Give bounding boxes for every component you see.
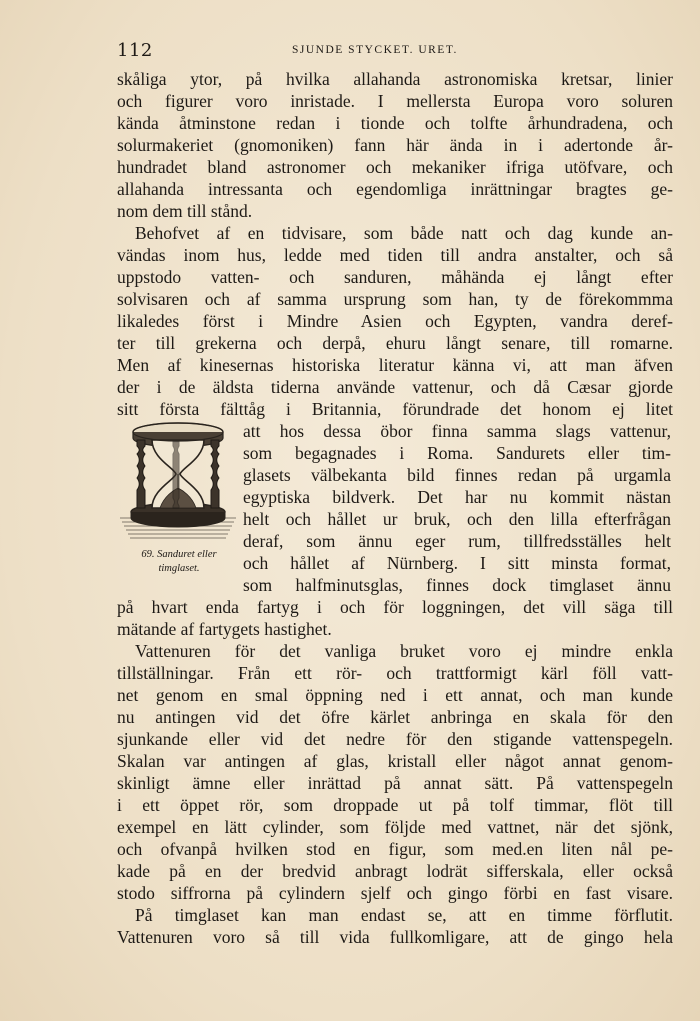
text-line: mätande af fartygets hastighet. — [117, 619, 332, 639]
text-line: som halfminutsglas, finnes dock timglaset ännu — [243, 575, 671, 595]
text-line: deraf, som ännu eger rum, tillfredsställes helt — [243, 531, 671, 551]
text-line: allahanda intressanta och egendomliga inrättningar bragtes ge- — [117, 179, 673, 199]
text-line: net genom en smal öppning ned i ett annat, och man kunde — [117, 685, 673, 705]
text-line: uppstodo vatten- och sanduren, måhända ej långt efter — [117, 267, 673, 287]
text-line: glasets välbekanta bild finnes redan på urgamla — [243, 465, 671, 485]
text-line: att hos dessa öbor finna samma slags vattenur, — [243, 421, 671, 441]
text-line: sjunkande eller vid det nedre för den stigande vattenspegeln. — [117, 729, 673, 749]
text-line: Men af kinesernas historiska literatur känna vi, att man äfven — [117, 355, 673, 375]
text-line: solurmakeriet (gnomoniken) fann här ända in i adertonde år- — [117, 135, 673, 155]
text-line: i ett öppet rör, som droppade ut på tolf timmar, flöt till — [117, 795, 673, 815]
text-line: Behofvet af en tidvisare, som både natt och dag kunde an- — [135, 223, 673, 243]
text-line: solvisaren och af samma ursprung som han, ty de förekommma — [117, 289, 673, 309]
text-line: På timglaset kan man endast se, att en timme förflutit. — [135, 905, 673, 925]
text-line: egyptiska bildverk. Det har nu kommit nästan — [243, 487, 671, 507]
text-line: Vattenuren voro så till vida fullkomligare, att de gingo hela — [117, 927, 673, 947]
text-line: skinligt ämne eller inrättad på annat sätt. På vattenspegeln — [117, 773, 673, 793]
text-line: skåliga ytor, på hvilka allahanda astronomiska kretsar, linier — [117, 69, 673, 89]
text-line: tillställningar. Från ett rör- och trattformigt kärl föll vatt- — [117, 663, 673, 683]
text-line: likaledes först i Mindre Asien och Egypten, vandra deref- — [117, 311, 673, 331]
text-line: som begagnades i Roma. Sandurets eller tim- — [243, 443, 671, 463]
text-line: exempel en lätt cylinder, som följde med vattnet, när det sjönk, — [117, 817, 673, 837]
text-line: vändas inom hus, ledde med tiden till andra anstalter, och så — [117, 245, 673, 265]
text-line: och ofvanpå hvilken stod en figur, som med.en liten nål pe- — [117, 839, 673, 859]
text-line: nom dem till stånd. — [117, 201, 253, 221]
hourglass-icon — [118, 418, 238, 543]
text-line: Vattenuren för det vanliga bruket voro ej mindre enkla — [135, 641, 673, 661]
text-line: ter till grekerna och derpå, ehuru långt senare, till romarne. — [117, 333, 673, 353]
text-line: helt och hållet ur bruk, och den lilla efterfrågan — [243, 509, 671, 529]
text-line: på hvart enda fartyg i och för loggningen, det vill säga till — [117, 597, 673, 617]
page-number: 112 — [117, 40, 153, 61]
hourglass-illustration — [118, 418, 238, 543]
page-header — [117, 40, 677, 64]
text-line: der i de äldsta tiderna använde vattenur, och då Cæsar gjorde — [117, 377, 673, 397]
figure-caption — [117, 548, 241, 576]
text-line: sitt första fälttåg i Britannia, förundrade det honom ej litet — [117, 399, 673, 419]
text-line: stodo siffrorna på cylindern sjelf och gingo förbi en fast visare. — [117, 883, 673, 903]
text-line: Skalan var antingen af glas, kristall eller något annat genom- — [117, 751, 673, 771]
caption-line: 69. Sanduret eller — [141, 549, 217, 560]
running-head: SJUNDE STYCKET. URET. — [292, 44, 458, 56]
text-line: nu antingen vid det öfre kärlet anbringa en skala för den — [117, 707, 673, 727]
text-line: kända åtminstone redan i tionde och tolfte århundradena, och — [117, 113, 673, 133]
text-line: och figurer voro inristade. I mellersta Europa voro soluren — [117, 91, 673, 111]
text-line: och hållet af Nürnberg. I sitt minsta format, — [243, 553, 671, 573]
caption-line: timglaset. — [158, 563, 200, 574]
text-line: kade på en der bredvid anbragt lodrät sifferskala, eller också — [117, 861, 673, 881]
text-line: hundradet bland astronomer och mekaniker ifriga utöfvare, och — [117, 157, 673, 177]
